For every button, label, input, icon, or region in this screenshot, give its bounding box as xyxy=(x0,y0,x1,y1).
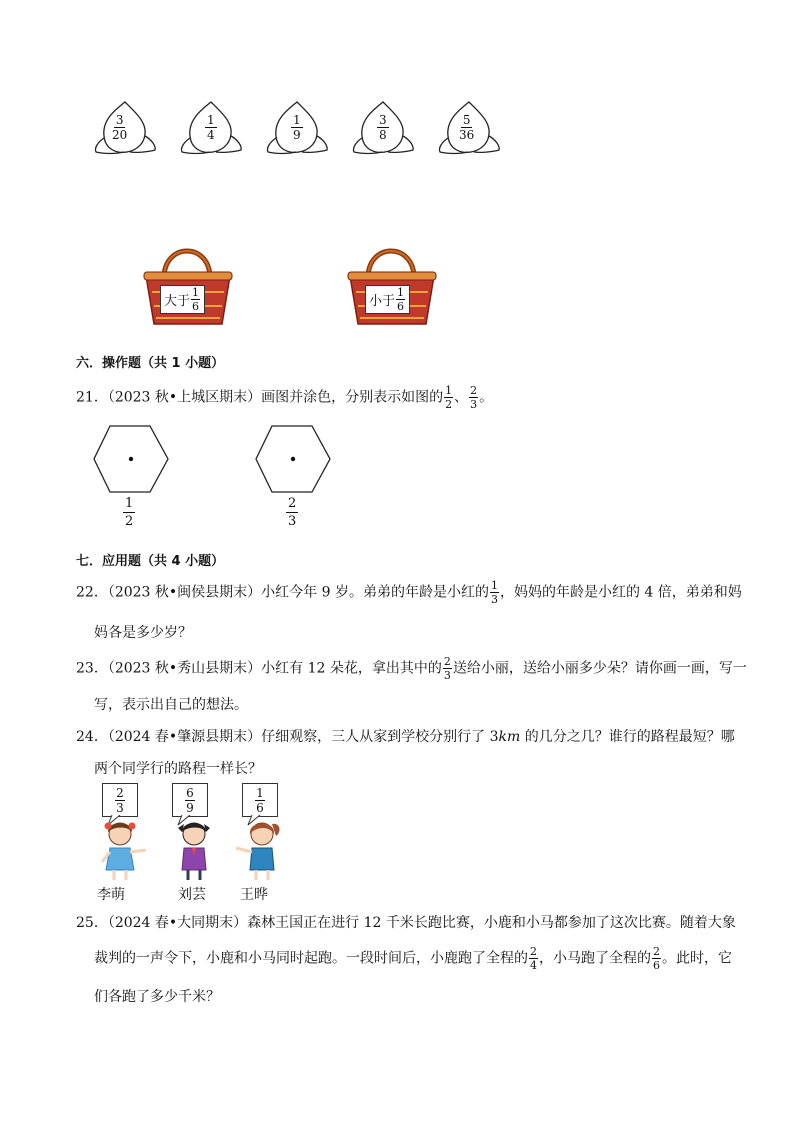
fraction xyxy=(444,385,453,410)
question-25-line-2 xyxy=(94,946,732,971)
denominator: 6 xyxy=(256,800,264,815)
hexagon-shape-1[interactable] xyxy=(92,424,170,494)
girl-icon xyxy=(166,820,222,882)
numerator: 2 xyxy=(443,655,451,668)
denominator: 9 xyxy=(186,800,194,815)
numerator: 2 xyxy=(116,785,124,800)
denominator: 2 xyxy=(445,398,453,411)
fraction xyxy=(191,287,200,312)
girl-icon xyxy=(94,820,150,882)
peach-fraction xyxy=(291,114,303,141)
basket-icon xyxy=(142,236,234,328)
question-text: 送给小丽，送给小丽多少朵？请你画一画，写一 xyxy=(452,660,747,677)
numerator: 1 xyxy=(125,496,134,511)
question-24-line-1 xyxy=(76,726,735,746)
student-name: 王晔 xyxy=(240,887,268,903)
question-25-line-1: 25．（2024 春•大同期末）森林王国正在进行 12 千米长跑比赛，小鹿和小马都参加了这次比赛。随着大象 xyxy=(76,915,736,931)
fraction xyxy=(396,287,405,312)
fraction xyxy=(255,787,265,814)
question-23-line-1 xyxy=(76,656,747,681)
numerator: 2 xyxy=(653,945,660,958)
numerator: 3 xyxy=(379,113,387,127)
unit: km xyxy=(498,729,521,745)
peach-fraction xyxy=(459,114,474,141)
question-text: 24．（2024 春•肇源县期末）仔细观察，三人从家到学校分别行了 3 xyxy=(76,729,499,745)
question-text: 裁判的一声令下，小鹿和小马同时起跑。一段时间后，小鹿跑了全程的 xyxy=(94,950,528,967)
numerator: 2 xyxy=(288,496,297,511)
speech-bubble xyxy=(242,783,278,817)
speech-bubble xyxy=(102,783,138,817)
denominator: 3 xyxy=(443,669,451,682)
section-title-operation: 六．操作题（共 1 小题） xyxy=(76,356,225,371)
hexagon-fraction-2 xyxy=(286,497,298,528)
question-text: 22．（2023 秋•闽侯县期末）小红今年 9 岁。弟弟的年龄是小红的 xyxy=(76,584,489,601)
denominator: 3 xyxy=(470,398,478,411)
question-21 xyxy=(76,385,493,410)
peach-fraction xyxy=(112,114,127,141)
question-text: 的几分之几？谁行的路程最短？哪 xyxy=(520,729,735,745)
peach-fraction xyxy=(205,114,217,141)
denominator: 6 xyxy=(653,959,660,972)
question-text: 。此时，它 xyxy=(662,950,732,967)
fraction xyxy=(115,787,125,814)
question-23-line-2: 写，表示出自己的想法。 xyxy=(94,697,248,713)
question-22-line-1 xyxy=(76,580,742,605)
numerator: 5 xyxy=(462,113,471,127)
numerator: 1 xyxy=(490,579,498,592)
fraction xyxy=(443,656,452,681)
denominator: 4 xyxy=(530,959,537,972)
fraction xyxy=(652,946,661,971)
numerator: 1 xyxy=(445,384,453,397)
fraction xyxy=(469,385,478,410)
denominator: 9 xyxy=(293,128,301,142)
denominator: 3 xyxy=(490,593,498,606)
denominator: 3 xyxy=(288,514,297,529)
peach-fraction xyxy=(377,114,389,141)
girl-icon xyxy=(232,820,288,882)
fraction xyxy=(529,946,538,971)
question-text: 21．（2023 秋•上城区期末）画图并涂色，分别表示如图的 xyxy=(76,389,444,406)
numerator: 2 xyxy=(530,945,537,958)
section-title-application: 七．应用题（共 4 小题） xyxy=(76,554,225,569)
numerator: 1 xyxy=(192,286,200,299)
question-22-line-2: 妈各是多少岁？ xyxy=(94,625,192,641)
numerator: 1 xyxy=(207,113,215,127)
question-24-line-2: 两个同学行的路程一样长？ xyxy=(94,761,262,777)
numerator: 3 xyxy=(115,113,124,127)
separator: 、 xyxy=(454,389,469,406)
basket-label-greater xyxy=(160,285,205,314)
numerator: 2 xyxy=(470,384,478,397)
student-name: 刘芸 xyxy=(178,887,206,903)
numerator: 1 xyxy=(256,785,264,800)
fraction xyxy=(185,787,195,814)
denominator: 36 xyxy=(459,128,475,142)
speech-bubble xyxy=(172,783,208,817)
denominator: 6 xyxy=(192,300,200,313)
denominator: 6 xyxy=(397,300,405,313)
numerator: 1 xyxy=(397,286,405,299)
numerator: 6 xyxy=(186,785,194,800)
numerator: 1 xyxy=(293,113,301,127)
question-text: 。 xyxy=(479,389,494,406)
hexagon-fraction-1 xyxy=(123,497,135,528)
denominator: 20 xyxy=(112,128,128,142)
basket-icon xyxy=(346,236,438,328)
question-25-line-3: 们各跑了多少千米？ xyxy=(94,989,220,1005)
peach-outlines xyxy=(90,100,520,162)
hexagon-shape-2[interactable] xyxy=(254,424,332,494)
basket-label-less xyxy=(365,285,410,314)
basket-label-text: 小于 xyxy=(369,294,396,309)
question-text: 23．（2023 秋•秀山县期末）小红有 12 朵花，拿出其中的 xyxy=(76,660,442,677)
denominator: 3 xyxy=(116,800,124,815)
denominator: 2 xyxy=(125,514,134,529)
question-text: ，妈妈的年龄是小红的 4 倍，弟弟和妈 xyxy=(499,584,742,601)
fraction xyxy=(490,580,499,605)
denominator: 8 xyxy=(379,128,387,142)
question-text: ，小马跑了全程的 xyxy=(539,950,651,967)
denominator: 4 xyxy=(207,128,215,142)
student-name: 李萌 xyxy=(97,887,125,903)
basket-label-text: 大于 xyxy=(164,294,191,309)
